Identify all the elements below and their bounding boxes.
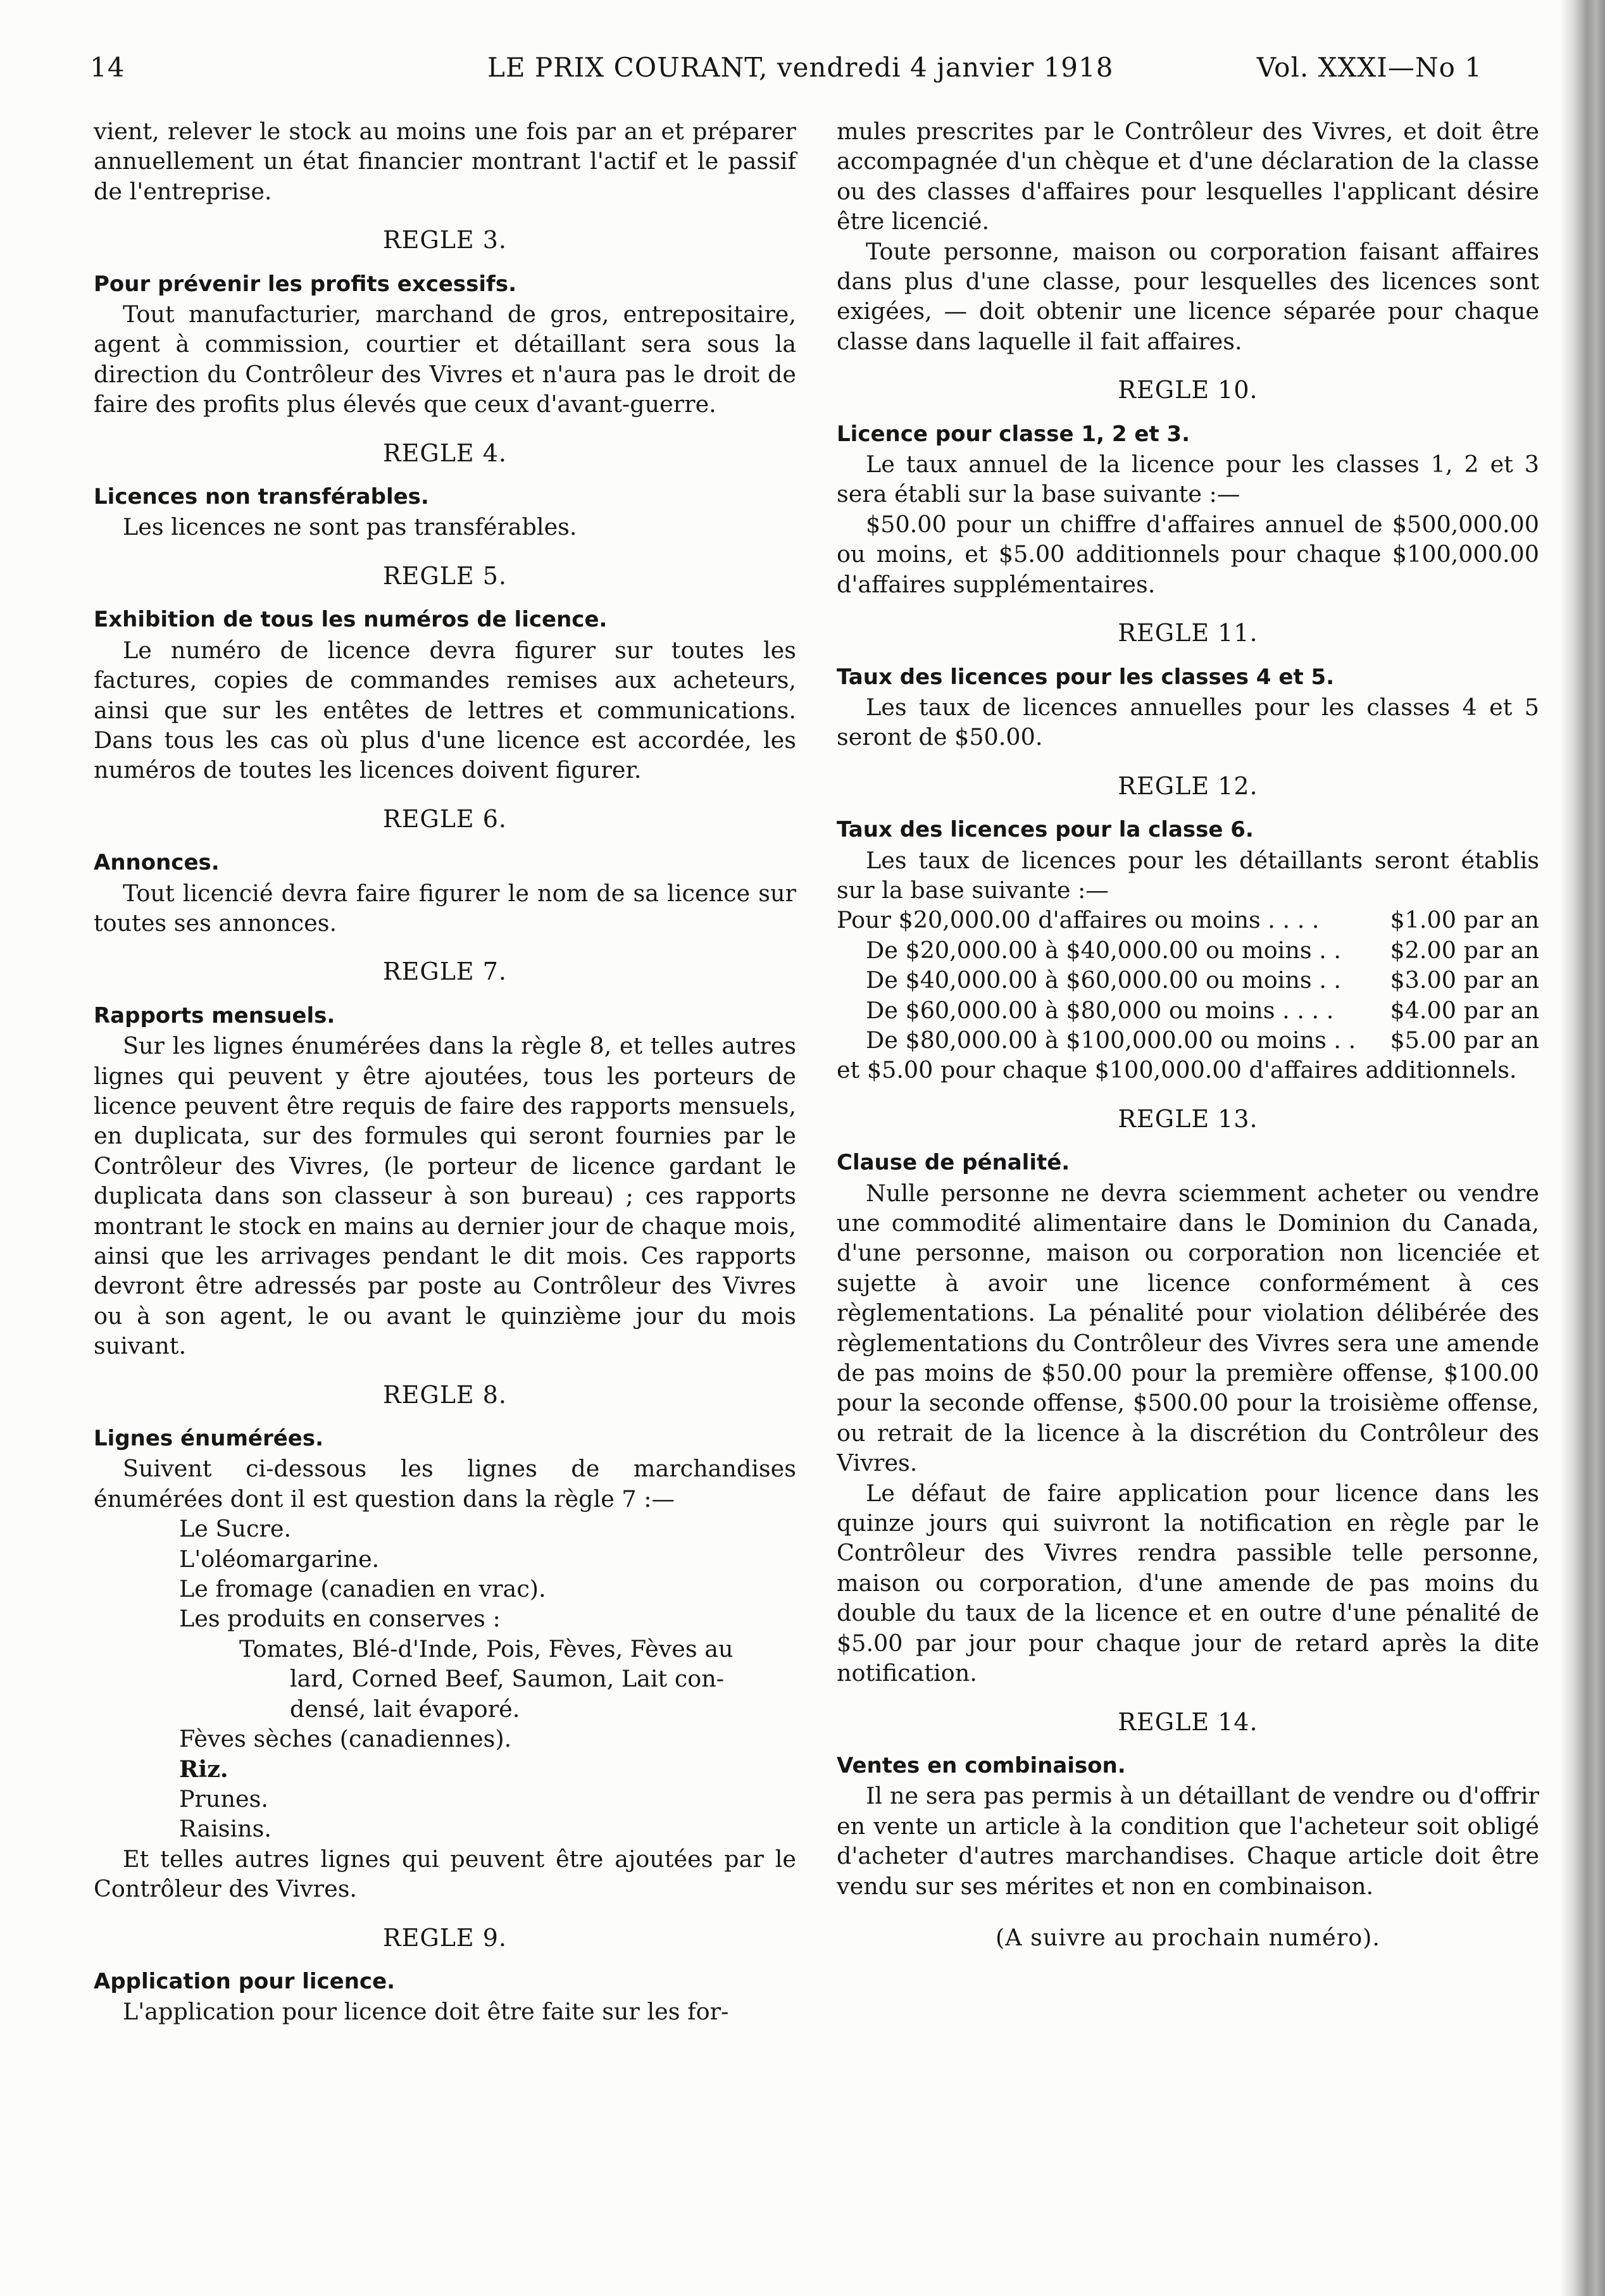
publication-title: LE PRIX COURANT, vendredi 4 janvier 1918 bbox=[487, 52, 1114, 83]
regle-10-heading: Licence pour classe 1, 2 et 3. bbox=[837, 421, 1190, 447]
regle-5-title: REGLE 5. bbox=[382, 561, 507, 590]
rate-label: Pour $20,000.00 d'affaires ou moins . . . . bbox=[837, 906, 1320, 934]
rate-table bbox=[837, 905, 1539, 1055]
rate-label: De $20,000.00 à $40,000.00 ou moins . . bbox=[866, 936, 1341, 964]
regle-3-text: Tout manufacturier, marchand de gros, entrepositaire, agent à commission, courtier et détaillant sera sous la direction du Contrôleur des Vivres et n'aura pas le droit de faire des profits plus élevés que ceux d'avant-guerre. bbox=[94, 301, 796, 418]
regle-7-text: Sur les lignes énumérées dans la règle 8, et telles autres lignes qui peuvent y être ajoutées, tous les porteurs de licence peuvent être requis de faire des rapports mensuels, en duplicata, sur des formules qui seront fournies par le Contrôleur des Vivres, (le porteur de licence gardant le duplicata dans son classeur à son bureau) ; ces rapports montrant le stock en mains au dernier jour de chaque mois, ainsi que les arrivages pendant le dit mois. Ces rapports devront être adressés par poste au Contrôleur des Vivres ou à son agent, le ou avant le quinzième jour du mois suivant. bbox=[94, 1032, 796, 1360]
rate-row bbox=[837, 935, 1539, 965]
regle-11-heading: Taux des licences pour les classes 4 et 5. bbox=[837, 664, 1335, 690]
conserves-line: Tomates, Blé-d'Inde, Pois, Fèves, Fèves au bbox=[239, 1635, 734, 1663]
list-item: Riz. bbox=[179, 1755, 228, 1783]
list-item: Raisins. bbox=[179, 1815, 272, 1843]
right-column bbox=[837, 116, 1539, 1952]
regle-9-heading: Application pour licence. bbox=[94, 1968, 396, 1994]
rate-label: De $60,000.00 à $80,000 ou moins . . . . bbox=[866, 996, 1334, 1024]
regle-14-heading: Ventes en combinaison. bbox=[837, 1752, 1126, 1778]
regle-9-continuation: mules prescrites par le Contrôleur des Vivres, et doit être accompagnée d'un chèque et d'une déclaration de la classe ou des classes d'affaires pour lesquelles l'applicant désire être licencié. bbox=[837, 118, 1539, 235]
regle-6-text: Tout licencié devra faire figurer le nom de sa licence sur toutes ses annonces. bbox=[94, 879, 796, 937]
regle-5-heading: Exhibition de tous les numéros de licence. bbox=[94, 607, 608, 633]
regle-7-heading: Rapports mensuels. bbox=[94, 1002, 335, 1028]
regle-12-title: REGLE 12. bbox=[1118, 771, 1258, 800]
rate-row bbox=[837, 965, 1539, 995]
regle-8-title: REGLE 8. bbox=[382, 1380, 507, 1409]
rate-row bbox=[837, 1025, 1539, 1055]
volume-number: Vol. XXXI—No 1 bbox=[1256, 52, 1482, 83]
regle-4-title: REGLE 4. bbox=[382, 439, 507, 467]
regle-14-text: Il ne sera pas permis à un détaillant de vendre ou d'offrir en vente un article à la condition que l'acheteur soit obligé d'acheter d'autres marchandises. Chaque article doit être vendu sur ses mérites et non en combinaison. bbox=[837, 1782, 1539, 1900]
conserves-line: densé, lait évaporé. bbox=[290, 1695, 520, 1723]
rate-value: $4.00 par an bbox=[1390, 996, 1539, 1024]
regle-13-text-2: Le défaut de faire application pour licence dans les quinze jours qui suivront la notification en règle par le Contrôleur des Vivres rendra passible telle personne, maison ou corporation, d'une amende de pas moins du double du taux de la licence et en outre d'une pénalité de $5.00 par jour pour chaque jour de retard après la dite notification. bbox=[837, 1479, 1539, 1687]
list-item: Le fromage (canadien en vrac). bbox=[179, 1575, 546, 1603]
regle-14-title: REGLE 14. bbox=[1118, 1707, 1258, 1736]
rate-row bbox=[837, 995, 1539, 1025]
conserves-line: lard, Corned Beef, Saumon, Lait con- bbox=[290, 1665, 725, 1693]
list-item: Prunes. bbox=[179, 1785, 268, 1812]
regle-6-title: REGLE 6. bbox=[382, 804, 507, 833]
regle-10-rate-text: $50.00 pour un chiffre d'affaires annuel de $500,000.00 ou moins, et $5.00 additionnels pour chaque $100,000.00 d'affaires supplémentaires. bbox=[837, 510, 1539, 598]
rate-value: $3.00 par an bbox=[1390, 966, 1539, 994]
regle-7-title: REGLE 7. bbox=[382, 958, 507, 986]
regle-9-text: L'application pour licence doit être faite sur les for- bbox=[123, 1998, 729, 2026]
intro-paragraph: vient, relever le stock au moins une fois par an et préparer annuellement un état financier montrant l'actif et le passif de l'entreprise. bbox=[94, 118, 796, 205]
left-column bbox=[94, 116, 796, 2027]
regle-10-title: REGLE 10. bbox=[1118, 376, 1258, 404]
conserves-detail bbox=[94, 1634, 796, 1724]
regle-8-heading: Lignes énumérées. bbox=[94, 1426, 323, 1452]
regle-8-closing: Et telles autres lignes qui peuvent être ajoutées par le Contrôleur des Vivres. bbox=[94, 1845, 796, 1903]
page-header bbox=[90, 52, 1482, 96]
scanned-page-edge bbox=[1561, 0, 1605, 2296]
list-item: L'oléomargarine. bbox=[179, 1545, 380, 1573]
regle-6-heading: Annonces. bbox=[94, 850, 220, 876]
list-item: Fèves sèches (canadiennes). bbox=[179, 1725, 512, 1753]
regle-5-text: Le numéro de licence devra figurer sur toutes les factures, copies de commandes remises aux acheteurs, ainsi que sur les entêtes de lettres et communications. Dans tous les cas où plus d'une licence est accordée, les numéros de toutes les licences doivent figurer. bbox=[94, 636, 796, 784]
regle-12-heading: Taux des licences pour la classe 6. bbox=[837, 817, 1254, 843]
rate-label: De $80,000.00 à $100,000.00 ou moins . . bbox=[866, 1026, 1356, 1054]
list-item: Les produits en conserves : bbox=[179, 1605, 501, 1633]
regle-3-title: REGLE 3. bbox=[382, 226, 507, 254]
enumerated-lines-list bbox=[94, 1514, 796, 1844]
rate-row bbox=[837, 905, 1539, 935]
regle-12-text: Les taux de licences pour les détaillants seront établis sur la base suivante :— bbox=[837, 846, 1539, 904]
regle-12-closing: et $5.00 pour chaque $100,000.00 d'affaires additionnels. bbox=[837, 1056, 1517, 1084]
rate-label: De $40,000.00 à $60,000.00 ou moins . . bbox=[866, 966, 1341, 994]
regle-13-text: Nulle personne ne devra sciemment acheter ou vendre une commodité alimentaire dans le Dominion du Canada, d'une personne, maison ou corporation non licenciée et sujette à avoir une licence conformément à ces règlementations. La pénalité pour violation délibérée des règlementations du Contrôleur des Vivres sera une amende de pas moins de $50.00 pour la première offense, $100.00 pour la seconde offense, $500.00 pour la troisième offense, ou retrait de la licence à la discrétion du Contrôleur des Vivres. bbox=[837, 1179, 1539, 1477]
page-number: 14 bbox=[90, 52, 125, 83]
regle-8-text: Suivent ci-dessous les lignes de marchandises énumérées dont il est question dans la règle 7 :— bbox=[94, 1455, 796, 1513]
regle-10-text: Le taux annuel de la licence pour les classes 1, 2 et 3 sera établi sur la base suivante :— bbox=[837, 451, 1539, 508]
regle-9-title: REGLE 9. bbox=[382, 1923, 507, 1952]
regle-9-paragraph-2: Toute personne, maison ou corporation faisant affaires dans plus d'une classe, pour lesquelles des licences sont exigées, — doit obtenir une licence séparée pour chaque classe dans laquelle il fait affaires. bbox=[837, 237, 1539, 355]
rate-value: $2.00 par an bbox=[1390, 936, 1539, 964]
rate-value: $5.00 par an bbox=[1390, 1026, 1539, 1054]
regle-13-title: REGLE 13. bbox=[1118, 1104, 1258, 1133]
regle-11-text: Les taux de licences annuelles pour les classes 4 et 5 seront de $50.00. bbox=[837, 693, 1539, 751]
continued-note: (A suivre au prochain numéro). bbox=[995, 1923, 1381, 1951]
regle-3-heading: Pour prévenir les profits excessifs. bbox=[94, 271, 516, 297]
list-item: Le Sucre. bbox=[179, 1515, 292, 1543]
regle-13-heading: Clause de pénalité. bbox=[837, 1150, 1070, 1176]
regle-11-title: REGLE 11. bbox=[1118, 619, 1258, 647]
rate-value: $1.00 par an bbox=[1390, 906, 1539, 934]
regle-4-heading: Licences non transférables. bbox=[94, 484, 429, 510]
regle-4-text: Les licences ne sont pas transférables. bbox=[123, 513, 577, 541]
